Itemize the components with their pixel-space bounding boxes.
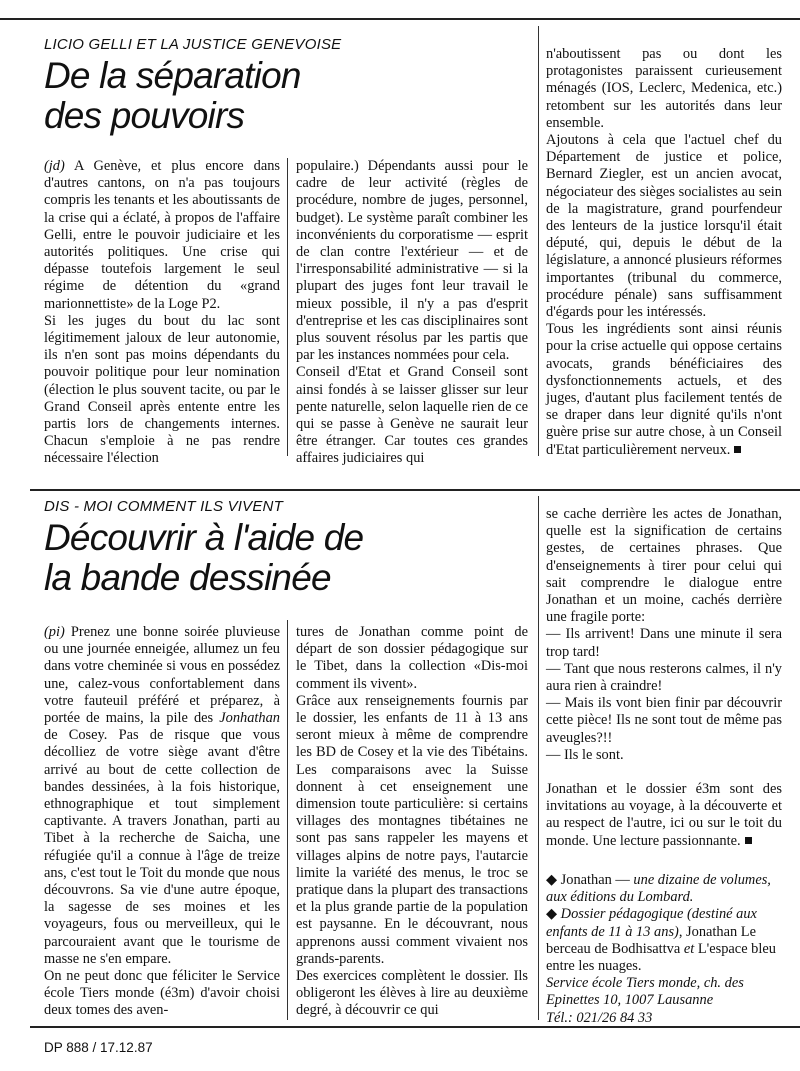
- article2-c2-p2: Grâce aux renseignements fournis par le dossier, les enfants de 11 à 13 ans seront mieux à même de comprendre les BD de Cosey et la vie des Tibétains. Les comparaisons avec la Suisse donnent à cet enseignement une dimension toute particulière: si certains villages des montagnes tibétaines ne sont pas sans rappeler les mayens et villages alpins de notre pays, l'autarcie limite la variété des menus, le troc se pratique dans la plupart des transactions et la plus grande partie de la population est paysanne. En le découvrant, nous apprenons aussi comment vivaient nos grands-parents.: [296, 692, 528, 967]
- column-divider: [538, 496, 539, 1020]
- dialogue-line: — Mais ils vont bien finir par découvrir cette pièce! Ils ne sont tout de même pas aveugles?!!: [546, 695, 782, 746]
- bottom-rule: [30, 1026, 800, 1028]
- paragraph-text: A Genève, et plus encore dans d'autres cantons, on n'a pas toujours compris les tenants et les aboutissants de la crise qui a éclaté, à propos de l'affaire Gelli, entre le pouvoir judiciaire et les autorités politiques. Une crise qui dépasse toutefois largement le seul régime de détention du «grand marionnettiste» de la Loge P2.: [44, 158, 280, 312]
- dialogue-line: — Tant que nous resterons calmes, il n'y aura rien à craindre!: [546, 660, 782, 695]
- note-text: et: [683, 940, 695, 957]
- article1-kicker: LICIO GELLI ET LA JUSTICE GENEVOISE: [44, 36, 342, 53]
- article2-column-1: [44, 624, 280, 1020]
- article2-c3-conclusion: [546, 781, 782, 850]
- diamond-bullet-icon: ◆: [546, 872, 558, 888]
- note-text: Dossier pédagogique (destiné aux enfants de 11 à 13 ans): [546, 906, 757, 940]
- article2-c2-p3: Des exercices complètent le dossier. Ils obligeront les élèves à lire au deuxième degré, à découvrir ce qui: [296, 968, 528, 1019]
- article1-column-1: [44, 158, 280, 468]
- note-text: , Jonathan Le berceau de Bodhisattva: [546, 923, 756, 957]
- article1-c2-p1: populaire.) Dépendants aussi pour le cadre de leur activité (règles de procédure, nombre de juges, personnel, budget). Le système paraît combiner les inconvénients du corporatisme — esprit de clan contre l'extérieur — et de l'irresponsabilité administrative — si la plupart des juges font leur travail le mieux possible, il n'y a pas d'esprit d'entreprise et les cas disciplinaires sont plus souvent résolus par les partis que par les instances nommées pour cela.: [296, 158, 528, 364]
- initials: (jd): [44, 158, 65, 174]
- end-mark-icon: [734, 446, 741, 453]
- article1-c2-p2: Conseil d'Etat et Grand Conseil sont ainsi fondés à se laisser glisser sur leur pente naturelle, selon laquelle rien de ce qui se passe à Genève ne saurait leur être étranger. Car toutes ces grandes affaires judiciaires qui: [296, 364, 528, 467]
- note-text: Jonathan —: [557, 872, 634, 888]
- article2-c1-p2: On ne peut donc que féliciter le Service école Tiers monde (é3m) d'avoir choisi deux tomes des aven-: [44, 968, 280, 1019]
- article2-title: [44, 518, 363, 598]
- column-divider: [538, 26, 539, 456]
- article2-c1-p1: [44, 624, 280, 968]
- dialogue-line: — Ils le sont.: [546, 746, 624, 763]
- dialogue-line: — Ils arrivent! Dans une minute il sera trop tard!: [546, 626, 782, 660]
- paragraph-text: Prenez une bonne soirée pluvieuse ou une journée enneigée, allumez un feu dans votre cheminée si vous en possédez une, calez-vous confortablement dans votre fauteuil préféré et préparez, à portée de mains, la pile des: [44, 624, 280, 727]
- paragraph-text: de Cosey. Pas de risque que vous décolliez de votre siège avant d'être arrivé au bout de cette collection de bandes dessinées, à la fois historique, ethnographique et tout simplement captivante. A travers Jonathan, parti au Tibet à la recherche de Saicha, une réfugiée qu'il a connue à l'âge de treize ans, c'est tout le Toit du monde que nous découvrons. Sa vie d'une autre époque, la sagesse de ses moines et les voyageurs, fous ou merveilleux, qui le parcouraient avant que le tourisme de masse ne s'en empare.: [44, 727, 280, 967]
- paragraph-text: Jonathan et le dossier é3m sont des invitations au voyage, à la découverte et au respect de l'autre, ici ou sur le toit du monde. Une lecture passionnante.: [546, 781, 782, 849]
- diamond-bullet-icon: ◆: [546, 906, 558, 923]
- note-text: L'espace bleu entre les nuages.: [546, 940, 776, 975]
- article1-c3-p1: n'aboutissent pas ou dont les protagonistes paraissent curieusement ménagés (IOS, Leclerc, Medenica, etc.) retombent sur les autorités dans leur ensemble.: [546, 46, 782, 131]
- note-line: [546, 872, 782, 906]
- initials: (pi): [44, 624, 65, 640]
- article1-c3-p2: Ajoutons à cela que l'actuel chef du Département de justice et police, Bernard Ziegler, est un ancien avocat, négociateur des sièges socialistes au sein de la magistrature, grand pourfendeur des lenteurs de la justice lorsqu'il était député, qui, depuis le début de la législature, a annoncé plusieurs réformes importantes (tribunal du commerce, procédure pénale) sans suffisamment d'égards pour les intéressés.: [546, 132, 782, 321]
- note-text: une dizaine de volumes, aux éditions du Lombard.: [546, 872, 771, 906]
- section-rule: [30, 489, 800, 491]
- article2-title-line1: Découvrir à l'aide de: [44, 517, 364, 558]
- article2-notes: [546, 872, 782, 1027]
- article1-c3-p3: [546, 321, 782, 459]
- article1-title-line2: des pouvoirs: [44, 95, 245, 136]
- column-divider: [287, 620, 288, 1020]
- column-divider: [287, 158, 288, 456]
- top-rule: [0, 18, 800, 20]
- article2-column-3: [546, 506, 782, 850]
- article1-title-line1: De la séparation: [44, 55, 301, 96]
- article2-c3-p1: se cache derrière les actes de Jonathan, quelle est la signification de certains gestes, de certaines phrases. Que d'enseignements à tirer pour celui qui sait comprendre le dialogue entre Jonathan et un moine, cachés derrière une fragile porte:: [546, 506, 782, 626]
- end-mark-icon: [745, 837, 752, 844]
- article2-kicker: DIS - MOI COMMENT ILS VIVENT: [44, 498, 283, 515]
- italic-title: Jonhathan: [219, 710, 280, 727]
- article2-column-2: [296, 624, 528, 1020]
- article1-c1-p2: Si les juges du bout du lac sont légitimement jaloux de leur autonomie, ils n'en sont pas moins dépendants du pouvoir politique pour leur nomination (élection le plus souvent tacite, ou par le Grand Conseil après entente entre les partis lors de changements internes. Chacun s'emploie à ne pas rendre nécessaire l'élection: [44, 312, 280, 467]
- article2-title-line2: la bande dessinée: [44, 557, 331, 598]
- note-address: Service école Tiers monde, ch. des Epinettes 10, 1007 Lausanne: [546, 975, 744, 1009]
- note-phone: Tél.: 021/26 84 33: [546, 1009, 653, 1026]
- article1-column-3: [546, 46, 782, 459]
- article1-column-2: [296, 158, 528, 468]
- article1-title: [44, 56, 301, 136]
- article2-c2-p1: tures de Jonathan comme point de départ de son dossier pédagogique sur le Tibet, dans la collection «Dis-moi comment ils vivent».: [296, 624, 528, 692]
- paragraph-text: Tous les ingrédients sont ainsi réunis pour la crise actuelle qui oppose certains avocats, grands bénéficiaires des dysfonctionnements actuels, et des juges, d'autant plus facilement tentés de se draper dans leur dignité qu'ils n'ont guère prise sur autre chose, à un Conseil d'Etat particulièrement nerveux.: [546, 321, 782, 458]
- page-footer: DP 888 / 17.12.87: [44, 1040, 153, 1055]
- note-line: [546, 906, 782, 975]
- article1-c1-p1: [44, 158, 280, 313]
